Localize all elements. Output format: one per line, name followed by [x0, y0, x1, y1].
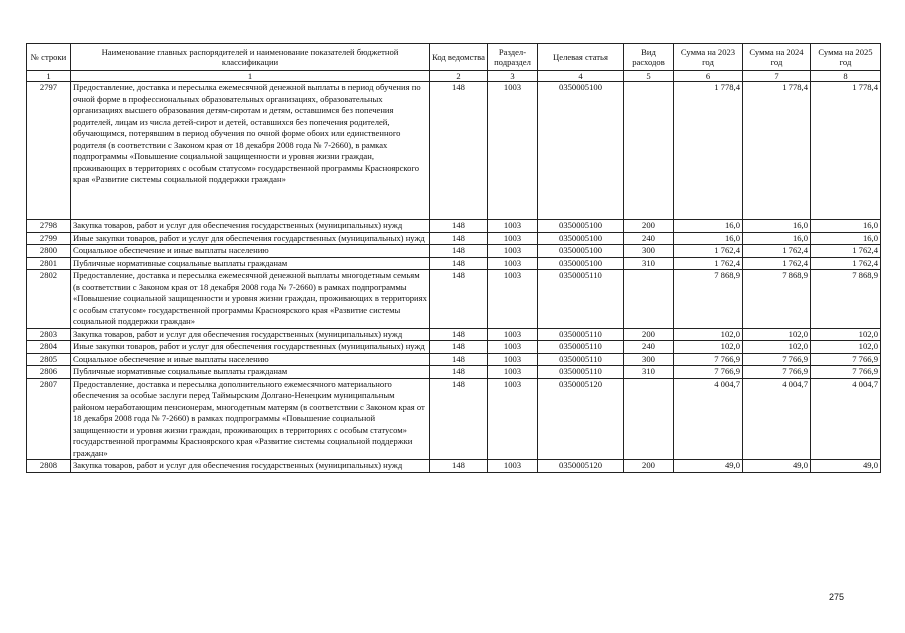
row-sum-2025: 4 004,7	[811, 378, 881, 460]
row-sum-2025: 49,0	[811, 460, 881, 473]
index-cell: 2	[430, 71, 488, 82]
row-sum-2024: 1 778,4	[743, 82, 811, 220]
row-sum-2025: 7 766,9	[811, 353, 881, 366]
row-type: 310	[624, 257, 674, 270]
row-number: 2805	[27, 353, 71, 366]
row-section: 1003	[488, 245, 538, 258]
row-number: 2807	[27, 378, 71, 460]
row-section: 1003	[488, 341, 538, 354]
col-header-2024: Сумма на 2024 год	[743, 44, 811, 71]
row-sum-2023: 16,0	[674, 232, 743, 245]
row-name: Закупка товаров, работ и услуг для обеспечения государственных (муниципальных) нужд	[71, 220, 430, 233]
row-sum-2025: 102,0	[811, 341, 881, 354]
row-sum-2024: 1 762,4	[743, 257, 811, 270]
col-header-2025: Сумма на 2025 год	[811, 44, 881, 71]
row-number: 2798	[27, 220, 71, 233]
row-section: 1003	[488, 378, 538, 460]
table-row	[27, 270, 881, 329]
row-dept: 148	[430, 460, 488, 473]
row-target: 0350005110	[538, 328, 624, 341]
row-section: 1003	[488, 257, 538, 270]
row-sum-2024: 1 762,4	[743, 245, 811, 258]
row-target: 0350005100	[538, 220, 624, 233]
row-sum-2024: 7 868,9	[743, 270, 811, 329]
row-target: 0350005120	[538, 378, 624, 460]
row-sum-2025: 1 778,4	[811, 82, 881, 220]
row-sum-2023: 1 778,4	[674, 82, 743, 220]
row-sum-2025: 7 868,9	[811, 270, 881, 329]
row-section: 1003	[488, 270, 538, 329]
row-name: Иные закупки товаров, работ и услуг для обеспечения государственных (муниципальных) нужд	[71, 341, 430, 354]
row-number: 2799	[27, 232, 71, 245]
col-header-section: Раздел-подраздел	[488, 44, 538, 71]
row-sum-2025: 16,0	[811, 232, 881, 245]
row-sum-2023: 1 762,4	[674, 245, 743, 258]
row-name: Предоставление, доставка и пересылка ежемесячной денежной выплаты в период обучения по очной форме в профессиональных образовательных организациях, образовательных организациях высшего образования детям-сиротам и детям, оставшимся без попечения родителей, лицам из числа детей-сирот и детей, оставшихся без попечения родителей, обучающимся, потерявшим в период обучения по очной форме обоих или единственного родителя (в соответствии с Законом края от 18 декабря 2008 года № 7-2660), в рамках подпрограммы «Повышение социальной защищенности и уровня жизни граждан, проживающих в территориях с особым статусом» государственной программы Красноярского края «Развитие системы социальной поддержки граждан»	[71, 82, 430, 220]
row-target: 0350005110	[538, 366, 624, 379]
row-name: Закупка товаров, работ и услуг для обеспечения государственных (муниципальных) нужд	[71, 328, 430, 341]
row-sum-2024: 49,0	[743, 460, 811, 473]
row-number: 2806	[27, 366, 71, 379]
row-target: 0350005100	[538, 82, 624, 220]
row-type: 240	[624, 232, 674, 245]
col-header-target: Целевая статья	[538, 44, 624, 71]
row-dept: 148	[430, 232, 488, 245]
row-dept: 148	[430, 328, 488, 341]
index-cell: 4	[538, 71, 624, 82]
table-row	[27, 257, 881, 270]
row-sum-2025: 7 766,9	[811, 366, 881, 379]
row-target: 0350005110	[538, 270, 624, 329]
row-target: 0350005100	[538, 245, 624, 258]
table-row	[27, 82, 881, 220]
row-sum-2023: 102,0	[674, 328, 743, 341]
row-sum-2025: 16,0	[811, 220, 881, 233]
row-target: 0350005120	[538, 460, 624, 473]
row-number: 2801	[27, 257, 71, 270]
row-section: 1003	[488, 353, 538, 366]
row-sum-2023: 16,0	[674, 220, 743, 233]
table-row	[27, 341, 881, 354]
row-type: 200	[624, 220, 674, 233]
col-header-2023: Сумма на 2023 год	[674, 44, 743, 71]
row-sum-2024: 16,0	[743, 232, 811, 245]
row-section: 1003	[488, 220, 538, 233]
row-sum-2024: 102,0	[743, 328, 811, 341]
row-dept: 148	[430, 353, 488, 366]
row-section: 1003	[488, 328, 538, 341]
row-dept: 148	[430, 270, 488, 329]
row-type	[624, 270, 674, 329]
table-row	[27, 366, 881, 379]
row-name: Закупка товаров, работ и услуг для обеспечения государственных (муниципальных) нужд	[71, 460, 430, 473]
index-cell: 6	[674, 71, 743, 82]
row-number: 2802	[27, 270, 71, 329]
row-type	[624, 378, 674, 460]
row-dept: 148	[430, 82, 488, 220]
table-row	[27, 232, 881, 245]
index-cell: 3	[488, 71, 538, 82]
row-type: 200	[624, 460, 674, 473]
table-row	[27, 353, 881, 366]
row-section: 1003	[488, 82, 538, 220]
row-name: Публичные нормативные социальные выплаты гражданам	[71, 257, 430, 270]
row-sum-2024: 16,0	[743, 220, 811, 233]
row-sum-2024: 4 004,7	[743, 378, 811, 460]
page-number: 275	[829, 592, 845, 602]
row-sum-2024: 7 766,9	[743, 366, 811, 379]
index-cell: 7	[743, 71, 811, 82]
index-cell: 1	[71, 71, 430, 82]
index-cell: 5	[624, 71, 674, 82]
row-sum-2023: 7 766,9	[674, 353, 743, 366]
row-sum-2025: 1 762,4	[811, 245, 881, 258]
col-header-name: Наименование главных распорядителей и наименование показателей бюджетной классификации	[71, 44, 430, 71]
row-name: Публичные нормативные социальные выплаты гражданам	[71, 366, 430, 379]
table-row	[27, 460, 881, 473]
row-type: 200	[624, 328, 674, 341]
row-sum-2025: 102,0	[811, 328, 881, 341]
row-dept: 148	[430, 341, 488, 354]
row-sum-2024: 102,0	[743, 341, 811, 354]
row-name: Социальное обеспечение и иные выплаты населению	[71, 353, 430, 366]
row-sum-2024: 7 766,9	[743, 353, 811, 366]
index-cell: 1	[27, 71, 71, 82]
row-type: 300	[624, 245, 674, 258]
row-sum-2025: 1 762,4	[811, 257, 881, 270]
row-name: Социальное обеспечение и иные выплаты населению	[71, 245, 430, 258]
row-number: 2804	[27, 341, 71, 354]
row-target: 0350005110	[538, 341, 624, 354]
table-row	[27, 220, 881, 233]
col-header-dept: Код ведомства	[430, 44, 488, 71]
row-target: 0350005110	[538, 353, 624, 366]
index-row	[27, 71, 881, 82]
row-dept: 148	[430, 245, 488, 258]
row-type: 300	[624, 353, 674, 366]
table-row	[27, 378, 881, 460]
row-section: 1003	[488, 460, 538, 473]
row-sum-2023: 1 762,4	[674, 257, 743, 270]
row-dept: 148	[430, 378, 488, 460]
row-sum-2023: 7 868,9	[674, 270, 743, 329]
row-sum-2023: 4 004,7	[674, 378, 743, 460]
row-section: 1003	[488, 366, 538, 379]
row-sum-2023: 102,0	[674, 341, 743, 354]
row-dept: 148	[430, 257, 488, 270]
row-number: 2808	[27, 460, 71, 473]
col-header-type: Вид расходов	[624, 44, 674, 71]
row-type: 310	[624, 366, 674, 379]
index-cell: 8	[811, 71, 881, 82]
row-name: Иные закупки товаров, работ и услуг для обеспечения государственных (муниципальных) нужд	[71, 232, 430, 245]
row-dept: 148	[430, 366, 488, 379]
row-type: 240	[624, 341, 674, 354]
row-number: 2800	[27, 245, 71, 258]
table-row	[27, 328, 881, 341]
row-target: 0350005100	[538, 257, 624, 270]
row-name: Предоставление, доставка и пересылка дополнительного ежемесячного материального обеспечения за особые заслуги перед Таймырским Долгано-Ненецким муниципальным районом неработающим пенсионерам, многодетным матерям (в соответствии с Законом края от 18 декабря 2008 года № 7-2660) в рамках подпрограммы «Повышение социальной защищенности и уровня жизни граждан, проживающих в территориях с особым статусом» государственной программы Красноярского края «Развитие системы социальной поддержки граждан»	[71, 378, 430, 460]
row-number: 2803	[27, 328, 71, 341]
row-name: Предоставление, доставка и пересылка ежемесячной денежной выплаты многодетным семьям (в соответствии с Законом края от 18 декабря 2008 года № 7-2660) в рамках подпрограммы «Повышение социальной защищенности и уровня жизни граждан, проживающих в территориях с особым статусом» государственной программы Красноярского края «Развитие системы социальной поддержки граждан»	[71, 270, 430, 329]
row-sum-2023: 49,0	[674, 460, 743, 473]
row-target: 0350005100	[538, 232, 624, 245]
row-number: 2797	[27, 82, 71, 220]
col-header-num: № строки	[27, 44, 71, 71]
row-type	[624, 82, 674, 220]
row-sum-2023: 7 766,9	[674, 366, 743, 379]
budget-table	[26, 43, 881, 473]
table-row	[27, 245, 881, 258]
row-section: 1003	[488, 232, 538, 245]
row-dept: 148	[430, 220, 488, 233]
header-row	[27, 44, 881, 71]
